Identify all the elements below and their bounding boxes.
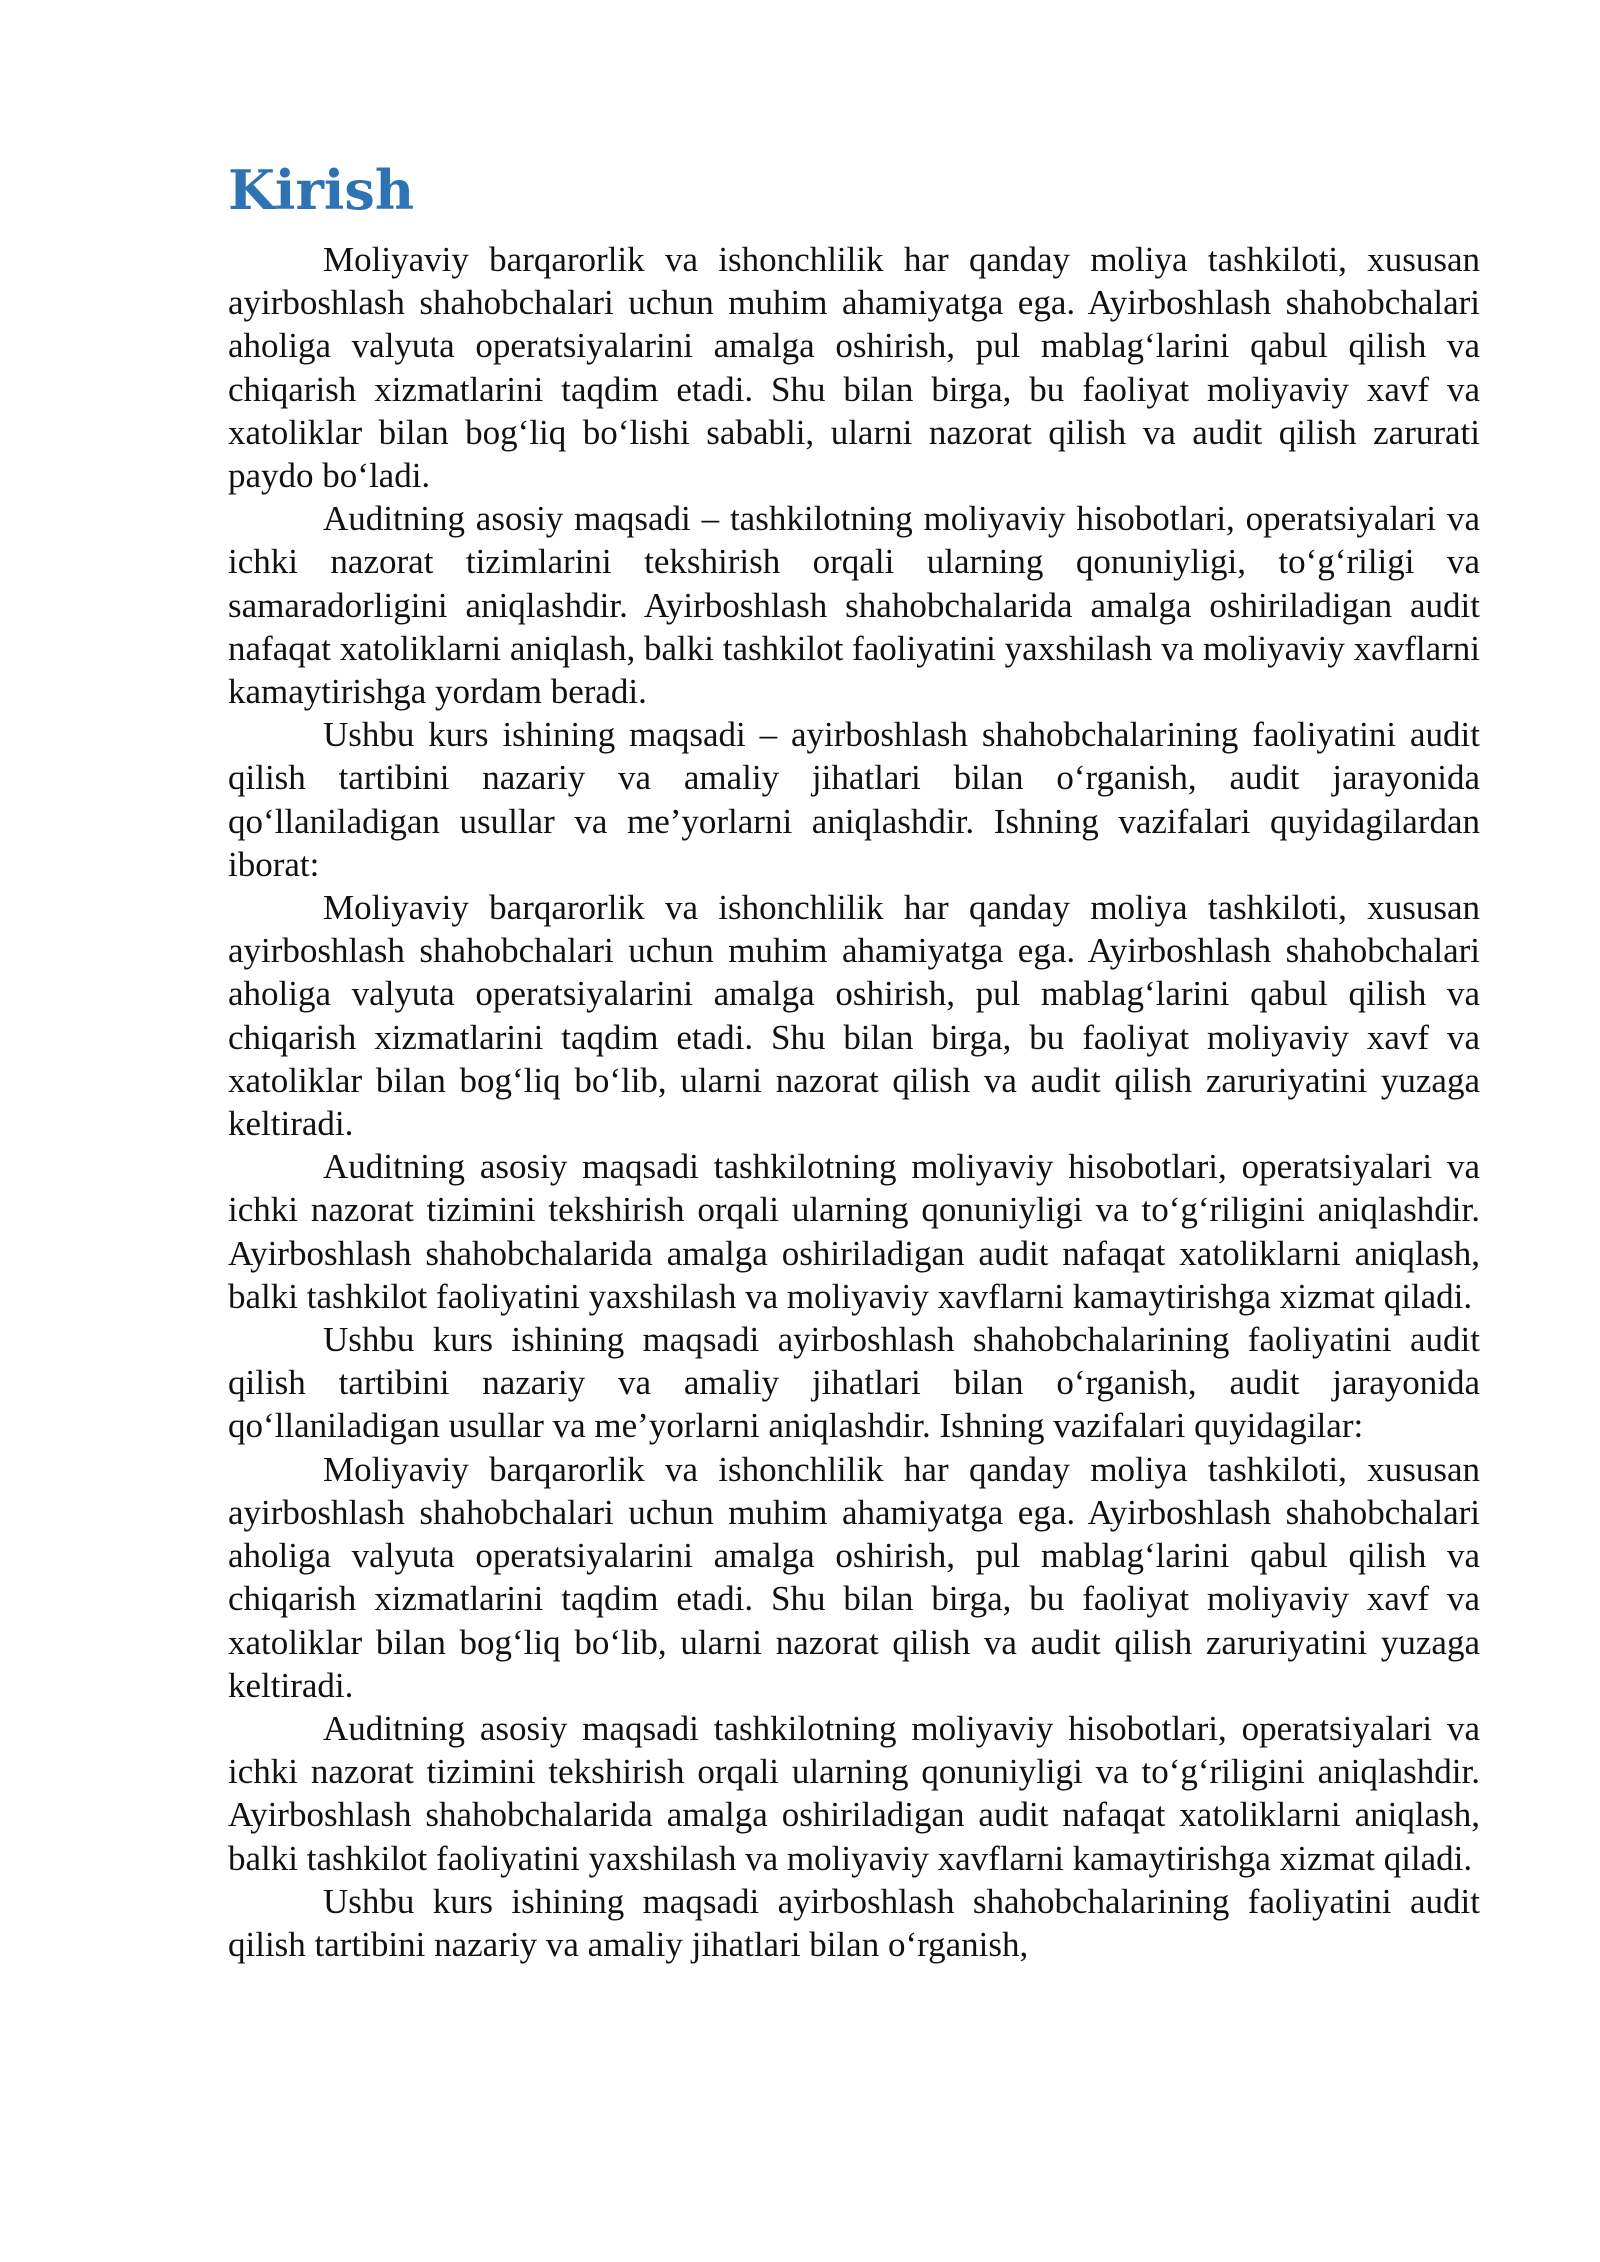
paragraph-7: Moliyaviy barqarorlik va ishonchlilik har qanday moliya tashkiloti, xususan ayirboshlash shahobchalari uchun muhim ahamiyatga ega. Ayirboshlash shahobchalari aholiga valyuta operatsiyalarini amalga oshirish, pul mablag‘larini qabul qilish va chiqarish xizmatlarini taqdim etadi. Shu bilan birga, bu faoliyat moliyaviy xavf va xatoliklar bilan bog‘liq bo‘lib, ularni nazorat qilish va audit qilish zaruriyatini yuzaga keltiradi. [228, 1449, 1480, 1705]
section-heading: Kirish [228, 158, 415, 222]
paragraph-2: Auditning asosiy maqsadi – tashkilotning moliyaviy hisobotlari, operatsiyalari va ichki nazorat tizimlarini tekshirish orqali ularning qonuniyligi, to‘g‘riligi va samaradorligini aniqlashdir. Ayirboshlash shahobchalarida amalga oshiriladigan audit nafaqat xatoliklarni aniqlash, balki tashkilot faoliyatini yaxshilash va moliyaviy xavflarni kamaytirishga yordam beradi. [228, 499, 1480, 712]
paragraph-9: Ushbu kurs ishining maqsadi ayirboshlash shahobchalarining faoliyatini audit qilish tartibini nazariy va amaliy jihatlari bilan o‘rganish, [228, 1881, 1480, 1964]
paragraph-3: Ushbu kurs ishining maqsadi – ayirboshlash shahobchalarining faoliyatini audit qilish tartibini nazariy va amaliy jihatlari bilan o‘rganish, audit jarayonida qo‘llaniladigan usullar va me’yorlarni aniqlashdir. Ishning vazifalari quyidagilardan iborat: [228, 715, 1480, 884]
paragraph-1: Moliyaviy barqarorlik va ishonchlilik har qanday moliya tashkiloti, xususan ayirboshlash shahobchalari uchun muhim ahamiyatga ega. Ayirboshlash shahobchalari aholiga valyuta operatsiyalarini amalga oshirish, pul mablag‘larini qabul qilish va chiqarish xizmatlarini taqdim etadi. Shu bilan birga, bu faoliyat moliyaviy xavf va xatoliklar bilan bog‘liq bo‘lishi sababli, ularni nazorat qilish va audit qilish zarurati paydo bo‘ladi. [228, 240, 1480, 496]
paragraph-6: Ushbu kurs ishining maqsadi ayirboshlash shahobchalarining faoliyatini audit qilish tartibini nazariy va amaliy jihatlari bilan o‘rganish, audit jarayonida qo‘llaniladigan usullar va me’yorlarni aniqlashdir. Ishning vazifalari quyidagilar: [228, 1320, 1480, 1446]
paragraph-8: Auditning asosiy maqsadi tashkilotning moliyaviy hisobotlari, operatsiyalari va ichki nazorat tizimini tekshirish orqali ularning qonuniyligi va to‘g‘riligini aniqlashdir. Ayirboshlash shahobchalarida amalga oshiriladigan audit nafaqat xatoliklarni aniqlash, balki tashkilot faoliyatini yaxshilash va moliyaviy xavflarni kamaytirishga xizmat qiladi. [228, 1708, 1480, 1878]
paragraph-4: Moliyaviy barqarorlik va ishonchlilik har qanday moliya tashkiloti, xususan ayirboshlash shahobchalari uchun muhim ahamiyatga ega. Ayirboshlash shahobchalari aholiga valyuta operatsiyalarini amalga oshirish, pul mablag‘larini qabul qilish va chiqarish xizmatlarini taqdim etadi. Shu bilan birga, bu faoliyat moliyaviy xavf va xatoliklar bilan bog‘liq bo‘lib, ularni nazorat qilish va audit qilish zaruriyatini yuzaga keltiradi. [228, 888, 1480, 1144]
paragraph-5: Auditning asosiy maqsadi tashkilotning moliyaviy hisobotlari, operatsiyalari va ichki nazorat tizimini tekshirish orqali ularning qonuniyligi va to‘g‘riligini aniqlashdir. Ayirboshlash shahobchalarida amalga oshiriladigan audit nafaqat xatoliklarni aniqlash, balki tashkilot faoliyatini yaxshilash va moliyaviy xavflarni kamaytirishga xizmat qiladi. [228, 1147, 1480, 1316]
document-page [228, 150, 1480, 1966]
